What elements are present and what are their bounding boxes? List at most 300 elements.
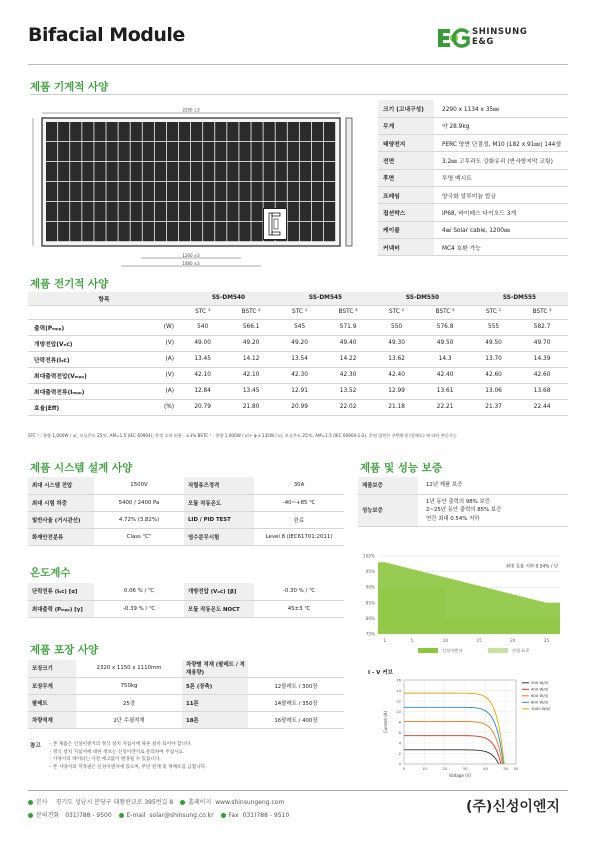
solar-cell [312, 202, 323, 221]
warranty-line: 연간 최대 0.54% 저하 [426, 515, 480, 522]
solar-cell [203, 142, 214, 161]
electrical-row [28, 367, 568, 383]
table-row [28, 477, 344, 494]
table-value: 16팔레트 / 400장 [248, 711, 344, 728]
solar-cell [155, 162, 166, 181]
parameter-value: 540 [180, 319, 225, 335]
parameter-value: 42.60 [471, 367, 516, 383]
parameter-value: 13.45 [180, 351, 225, 367]
table-key: 빛반사율 (거시관선) [28, 511, 94, 528]
solar-cell [119, 182, 130, 201]
solar-cell [203, 162, 214, 181]
solar-cell [179, 222, 190, 241]
y-tick-label: 95% [365, 569, 375, 575]
x-tick-label: 10 [421, 766, 427, 771]
parameter-value: 21.80 [225, 399, 277, 415]
solar-cell [143, 122, 154, 141]
parameter-value: 13.68 [516, 383, 568, 399]
footer-contact-line: 문의전화 031)788 - 9500 E-mail solar@shinsung.co.kr Fax 031)788 - 9510 [28, 810, 289, 819]
parameter-value: 13.45 [225, 383, 277, 399]
x-tick-label: 1 [383, 638, 387, 643]
parameter-value: 13.54 [277, 351, 322, 367]
table-key: 직렬퓨즈정격 [184, 477, 254, 494]
solar-cell [143, 182, 154, 201]
y-tick-label: 85% [365, 600, 375, 606]
solar-cell [203, 202, 214, 221]
table-row [28, 583, 344, 600]
page-title: Bifacial Module [28, 24, 185, 46]
table-key: 11톤 [182, 694, 248, 711]
temperature-table [28, 583, 344, 618]
svg-text:1480 ±3: 1480 ±3 [182, 261, 200, 266]
y-tick-label: 100% [363, 553, 375, 559]
solar-cell [324, 122, 335, 141]
solar-cell [82, 162, 93, 181]
mechanical-spec-table [378, 100, 568, 256]
solar-cell [119, 202, 130, 221]
electrical-row [28, 351, 568, 367]
solar-cell [227, 142, 238, 161]
solar-cell [288, 182, 299, 201]
spec-value: MC4 호환 가능 [434, 238, 568, 255]
solar-cell [155, 182, 166, 201]
parameter-value: 42.40 [374, 367, 419, 383]
solar-cell [191, 162, 202, 181]
note-line: · 사양서의 데이터는 사전 예고없이 변경될 수 있습니다. [50, 757, 161, 763]
solar-cell [264, 122, 275, 141]
solar-cell [191, 222, 202, 241]
footer-address-line: 본사 경기도 성남시 분당구 대왕판교로 395번길 8 홈페이지 www.shinsungeng.com [28, 797, 284, 806]
parameter-value: 42.40 [419, 367, 471, 383]
solar-cell [70, 122, 81, 141]
spec-key: 프레임 [378, 186, 434, 203]
note-line: · 정식 설치 지침서에 대한 정보는 신성이엔지로 문의하여 주십시요. [50, 749, 185, 755]
x-tick-label: 15 [476, 638, 482, 643]
solar-cell [251, 222, 262, 241]
spec-key: 전면 [378, 152, 434, 169]
table-row [28, 660, 344, 677]
solar-cell [312, 142, 323, 161]
spec-value: 2290 x 1134 x 35㎜ [434, 100, 568, 117]
electrical-row [28, 383, 568, 399]
solar-cell [276, 162, 287, 181]
parameter-label: 최대출력전류(Iₘₚₚ) [28, 383, 146, 399]
solar-cell [155, 222, 166, 241]
solar-cell [82, 142, 93, 161]
warranty-row [358, 477, 568, 494]
footer-divider [28, 790, 568, 791]
solar-cell [324, 142, 335, 161]
parameter-value: 571.9 [322, 319, 374, 335]
electrical-footnote: STC ¹ : 광량 1,000W / ㎡, 모듈온도 25℃, AM=1.5 (IEC 60904), 측정 오차 허용 : ±3% BSTC ² : 광량 1,000W / ㎡+ φ x 135W / ㎡, 모듈온도 25℃, AM=1.5 (IEC 60904-1-2), 후면 발전은 주변환경 (알베도) 에 따라 변동가능 [28, 433, 457, 438]
solar-cell [179, 142, 190, 161]
warranty-line: 12년 제품 보증 [426, 482, 463, 488]
parameter-value: 12.91 [277, 383, 322, 399]
parameter-value: 49.70 [516, 335, 568, 351]
table-value: 14팔레트 / 350장 [248, 694, 344, 711]
condition-header-row [28, 305, 568, 319]
table-key: 화재안전분류 [28, 528, 94, 545]
solar-cell [227, 222, 238, 241]
x-tick-label: 40 [483, 766, 488, 771]
solar-cell [94, 122, 105, 141]
solar-cell [94, 162, 105, 181]
solar-cell [324, 202, 335, 221]
parameter-value: 42.10 [180, 367, 225, 383]
warranty-key: 제품보증 [358, 477, 418, 494]
solar-cell [288, 142, 299, 161]
note-line: · 본 사양서의 저작권은 신성이엔지에 있으며, 무단 전재 및 재배포를 금합니다. [50, 764, 207, 770]
warranty-key: 성능보증 [358, 494, 418, 527]
frame-profile-detail [263, 208, 287, 240]
solar-cell [119, 142, 130, 161]
parameter-value: 20.99 [277, 399, 322, 415]
warranty-chart [352, 550, 568, 666]
model-header-row [28, 292, 568, 305]
solar-cell [324, 182, 335, 201]
spec-row [378, 100, 568, 117]
y-tick-label: 75% [365, 631, 375, 637]
parameter-value: 582.7 [516, 319, 568, 335]
solar-cell [131, 162, 142, 181]
x-tick-label: 20 [442, 766, 448, 771]
spec-row [378, 186, 568, 203]
spec-row [378, 135, 568, 152]
note-line: · 본 제품은 신성이엔지의 정식 설치 지침서에 따른 설치 되어야 합니다. [50, 742, 192, 747]
area-series-0 [378, 562, 560, 634]
spec-key: 커넥터 [378, 238, 434, 255]
system-section-title: 제품 시스템 설계 사양 [30, 462, 133, 474]
x-tick-label: 20 [510, 638, 516, 643]
parameter-value: 42.60 [516, 367, 568, 383]
solar-cell [46, 222, 57, 241]
solar-cell [264, 142, 275, 161]
solar-cell [215, 222, 226, 241]
solar-cell [179, 162, 190, 181]
x-tick-label: 30 [462, 766, 468, 771]
solar-cell [276, 182, 287, 201]
dimension-top: 2290 ±3 [182, 108, 200, 113]
spec-row [378, 117, 568, 134]
legend-label: 600 W/㎡ [531, 693, 549, 698]
model-name: SS-DM540 [180, 292, 277, 305]
parameter-value: 550 [374, 319, 419, 335]
solar-cell [276, 122, 287, 141]
system-spec-table [28, 477, 344, 546]
spec-key: 케이블 [378, 221, 434, 238]
legend-swatch [488, 648, 508, 653]
solar-cell [155, 142, 166, 161]
y-tick-label: 4 [398, 740, 401, 746]
solar-cell [131, 182, 142, 201]
solar-cell [251, 202, 262, 221]
solar-cell [239, 142, 250, 161]
parameter-label: 출력(Pₘₚₚ) [28, 319, 146, 335]
table-value: 5400 / 2400 Pa [94, 494, 184, 511]
solar-cell [300, 122, 311, 141]
model-name: SS-DM545 [277, 292, 374, 305]
table-row [28, 528, 344, 545]
solar-cell [191, 122, 202, 141]
spec-value: PERC 양면 단결정, M10 (182 x 91㎜) 144셀 [434, 135, 568, 152]
solar-cell [276, 142, 287, 161]
warranty-line: 2~25년 동안 출력의 85% 보증 [426, 507, 502, 513]
parameter-value: 13.70 [471, 351, 516, 367]
solar-cell [300, 222, 311, 241]
notes-label: 참고 [30, 743, 41, 749]
legend-label: 1000 W/㎡ [531, 706, 551, 711]
table-value: -0.39 % / ℃ [94, 600, 184, 617]
parameter-value: 22.44 [516, 399, 568, 415]
table-value: 완료 [254, 511, 344, 528]
parameter-value: 576.8 [419, 319, 471, 335]
table-key: 18톤 [182, 711, 248, 728]
solar-cell [82, 182, 93, 201]
warranty-row [358, 494, 568, 527]
y-tick-label: 16 [396, 677, 401, 683]
parameter-label: 단락전류(Iₛc) [28, 351, 146, 367]
y-tick-label: 10 [396, 709, 401, 714]
condition-label: BSTC ² [516, 305, 568, 319]
solar-cell [215, 182, 226, 201]
legend-label: 400 W/㎡ [531, 686, 549, 692]
table-key: LID / PID TEST [184, 511, 254, 528]
solar-cell [143, 142, 154, 161]
item-header: 항목 [28, 292, 180, 305]
y-tick-label: 8 [398, 719, 401, 725]
parameter-label: 개방전압(Vₒc) [28, 335, 146, 351]
parameter-value: 21.37 [471, 399, 516, 415]
table-key: 염수분무시험 [184, 528, 254, 545]
solar-cell [82, 202, 93, 221]
electrical-section-title: 제품 전기적 사양 [30, 278, 109, 290]
footer-brand: (주)신성이엔지 [466, 799, 560, 815]
solar-cell [264, 162, 275, 181]
parameter-value: 22.21 [419, 399, 471, 415]
solar-cell [70, 222, 81, 241]
solar-cell [215, 162, 226, 181]
solar-cell [227, 202, 238, 221]
table-key: 모듈 작동온도 NOCT [184, 600, 254, 617]
packing-section-title: 제품 포장 사양 [30, 644, 99, 656]
x-tick-label: 0 [402, 766, 406, 771]
table-key: 최대 시스템 전압 [28, 477, 94, 494]
solar-cell [300, 162, 311, 181]
solar-cell [215, 122, 226, 141]
warranty-value [418, 477, 568, 494]
solar-cell [167, 162, 178, 181]
condition-label: STC ¹ [180, 305, 225, 319]
solar-cell [312, 222, 323, 241]
solar-cell [58, 202, 69, 221]
parameter-value: 12.84 [180, 383, 225, 399]
table-value: -0.30 % / ℃ [254, 583, 344, 600]
mechanical-section-title: 제품 기계적 사양 [30, 81, 109, 93]
table-value [248, 660, 344, 677]
homepage-link[interactable]: www.shinsungeng.com [215, 799, 285, 806]
solar-cell [46, 202, 57, 221]
table-row [28, 494, 344, 511]
legend-label: 산업 표준 [512, 648, 530, 653]
table-key: 차량적재 [28, 711, 76, 728]
legend-label: 800 W/㎡ [531, 699, 549, 705]
solar-cell [227, 122, 238, 141]
solar-cell [300, 142, 311, 161]
parameter-value: 13.62 [374, 351, 419, 367]
solar-cell [94, 202, 105, 221]
packing-table [28, 660, 344, 729]
table-key: 개방전압 (Vₒc) [β] [184, 583, 254, 600]
company-logo-icon [436, 27, 470, 49]
y-tick-label: 6 [398, 730, 401, 735]
solar-cell [191, 142, 202, 161]
solar-cell [288, 162, 299, 181]
solar-cell [312, 122, 323, 141]
electrical-row [28, 319, 568, 335]
mechanical-divider [30, 94, 568, 95]
parameter-value: 42.30 [322, 367, 374, 383]
warranty-table [358, 477, 568, 527]
parameter-value: 49.40 [322, 335, 374, 351]
solar-cell [58, 162, 69, 181]
x-tick-label: 55 [513, 766, 519, 771]
parameter-value: 13.61 [419, 383, 471, 399]
solar-cell [119, 122, 130, 141]
table-value: 0.06 % / ℃ [94, 583, 184, 600]
parameter-unit: (V) [146, 367, 180, 383]
table-row [28, 694, 344, 711]
y-tick-label: 12 [396, 698, 401, 704]
solar-cell [179, 202, 190, 221]
solar-cell [119, 222, 130, 241]
warranty-section-title: 제품 및 성능 보증 [360, 462, 442, 474]
parameter-value: 49.20 [225, 335, 277, 351]
solar-cell [82, 222, 93, 241]
solar-cell [239, 122, 250, 141]
parameter-value: 14.12 [225, 351, 277, 367]
solar-cell [324, 162, 335, 181]
solar-cell [106, 122, 117, 141]
parameter-unit: (A) [146, 351, 180, 367]
parameter-value: 21.18 [374, 399, 419, 415]
solar-cell [179, 122, 190, 141]
parameter-value: 42.30 [277, 367, 322, 383]
solar-cell [155, 202, 166, 221]
spec-row [378, 221, 568, 238]
parameter-value: 22.02 [322, 399, 374, 415]
solar-cell [203, 222, 214, 241]
parameter-label: 최대출력전압(Vₘₚₚ) [28, 367, 146, 383]
parameter-unit: (A) [146, 383, 180, 399]
table-key: 단락전류 (Iₛc) [α] [28, 583, 94, 600]
solar-cell [227, 182, 238, 201]
model-name: SS-DM555 [471, 292, 568, 305]
parameter-value: 49.00 [180, 335, 225, 351]
solar-cell [203, 182, 214, 201]
solar-cell [312, 162, 323, 181]
email-link[interactable]: solar@shinsung.co.kr [149, 812, 214, 819]
parameter-label: 효율(Eff) [28, 399, 146, 415]
parameter-value: 42.10 [225, 367, 277, 383]
solar-cell [94, 142, 105, 161]
table-value: 12팔레트 / 300장 [248, 677, 344, 694]
condition-label: BSTC ² [322, 305, 374, 319]
condition-label: BSTC ² [419, 305, 471, 319]
table-row [28, 711, 344, 728]
parameter-value: 13.52 [322, 383, 374, 399]
solar-cell [167, 222, 178, 241]
table-value: 1500V [94, 477, 184, 494]
solar-cell [143, 222, 154, 241]
solar-cell [288, 122, 299, 141]
table-key: 5톤 (장축) [182, 677, 248, 694]
electrical-row [28, 399, 568, 415]
header-divider [28, 64, 568, 65]
parameter-value: 49.50 [471, 335, 516, 351]
table-row [28, 600, 344, 617]
table-key: 최대출력 (Pₘₚₚ) [γ] [28, 600, 94, 617]
solar-cell [131, 222, 142, 241]
solar-cell [167, 122, 178, 141]
solar-cell [239, 182, 250, 201]
legend-swatch [418, 648, 438, 653]
solar-cell [46, 162, 57, 181]
solar-cell [46, 122, 57, 141]
temperature-section-title: 온도계수 [30, 567, 71, 579]
x-axis-label: Voltage (V) [448, 773, 472, 778]
solar-cell [58, 222, 69, 241]
spec-key: 태양전지 [378, 135, 434, 152]
parameter-value: 566.1 [225, 319, 277, 335]
table-value: 2단 수평적재 [76, 711, 182, 728]
iv-series-line [404, 721, 502, 764]
parameter-value: 14.3 [419, 351, 471, 367]
solar-cell [300, 182, 311, 201]
solar-cell [143, 162, 154, 181]
solar-cell [215, 202, 226, 221]
bullet-icon [180, 800, 185, 805]
spec-value: 약 28.9kg [434, 117, 568, 134]
table-value: 25장 [76, 694, 182, 711]
solar-cell [215, 142, 226, 161]
svg-text:1260 ±3: 1260 ±3 [182, 253, 200, 258]
spec-row [378, 238, 568, 255]
solar-cell [191, 182, 202, 201]
notes-list [50, 741, 207, 771]
spec-value: 3.2㎜ 고투과도 강화유리 (반사방지막 코팅) [434, 152, 568, 169]
solar-cell [131, 202, 142, 221]
solar-cell [167, 182, 178, 201]
solar-cell [70, 202, 81, 221]
parameter-value: 13.06 [471, 383, 516, 399]
table-key: 팔레트 [28, 694, 76, 711]
condition-label: STC ¹ [471, 305, 516, 319]
solar-cell [203, 122, 214, 141]
x-tick-label: 5 [410, 638, 414, 643]
solar-cell [106, 142, 117, 161]
spec-key: 후면 [378, 169, 434, 186]
solar-cell [106, 162, 117, 181]
x-tick-label: 25 [543, 638, 550, 643]
solar-cell [94, 182, 105, 201]
legend-label: 신성이엔지 [442, 648, 463, 653]
solar-cell [191, 202, 202, 221]
chart-annotation: 최대 효율 저하 0.54% / 년 [505, 564, 558, 570]
solar-cell [106, 222, 117, 241]
y-tick-label: 0 [398, 761, 401, 767]
parameter-unit: (V) [146, 335, 180, 351]
iv-series-line [404, 750, 499, 764]
